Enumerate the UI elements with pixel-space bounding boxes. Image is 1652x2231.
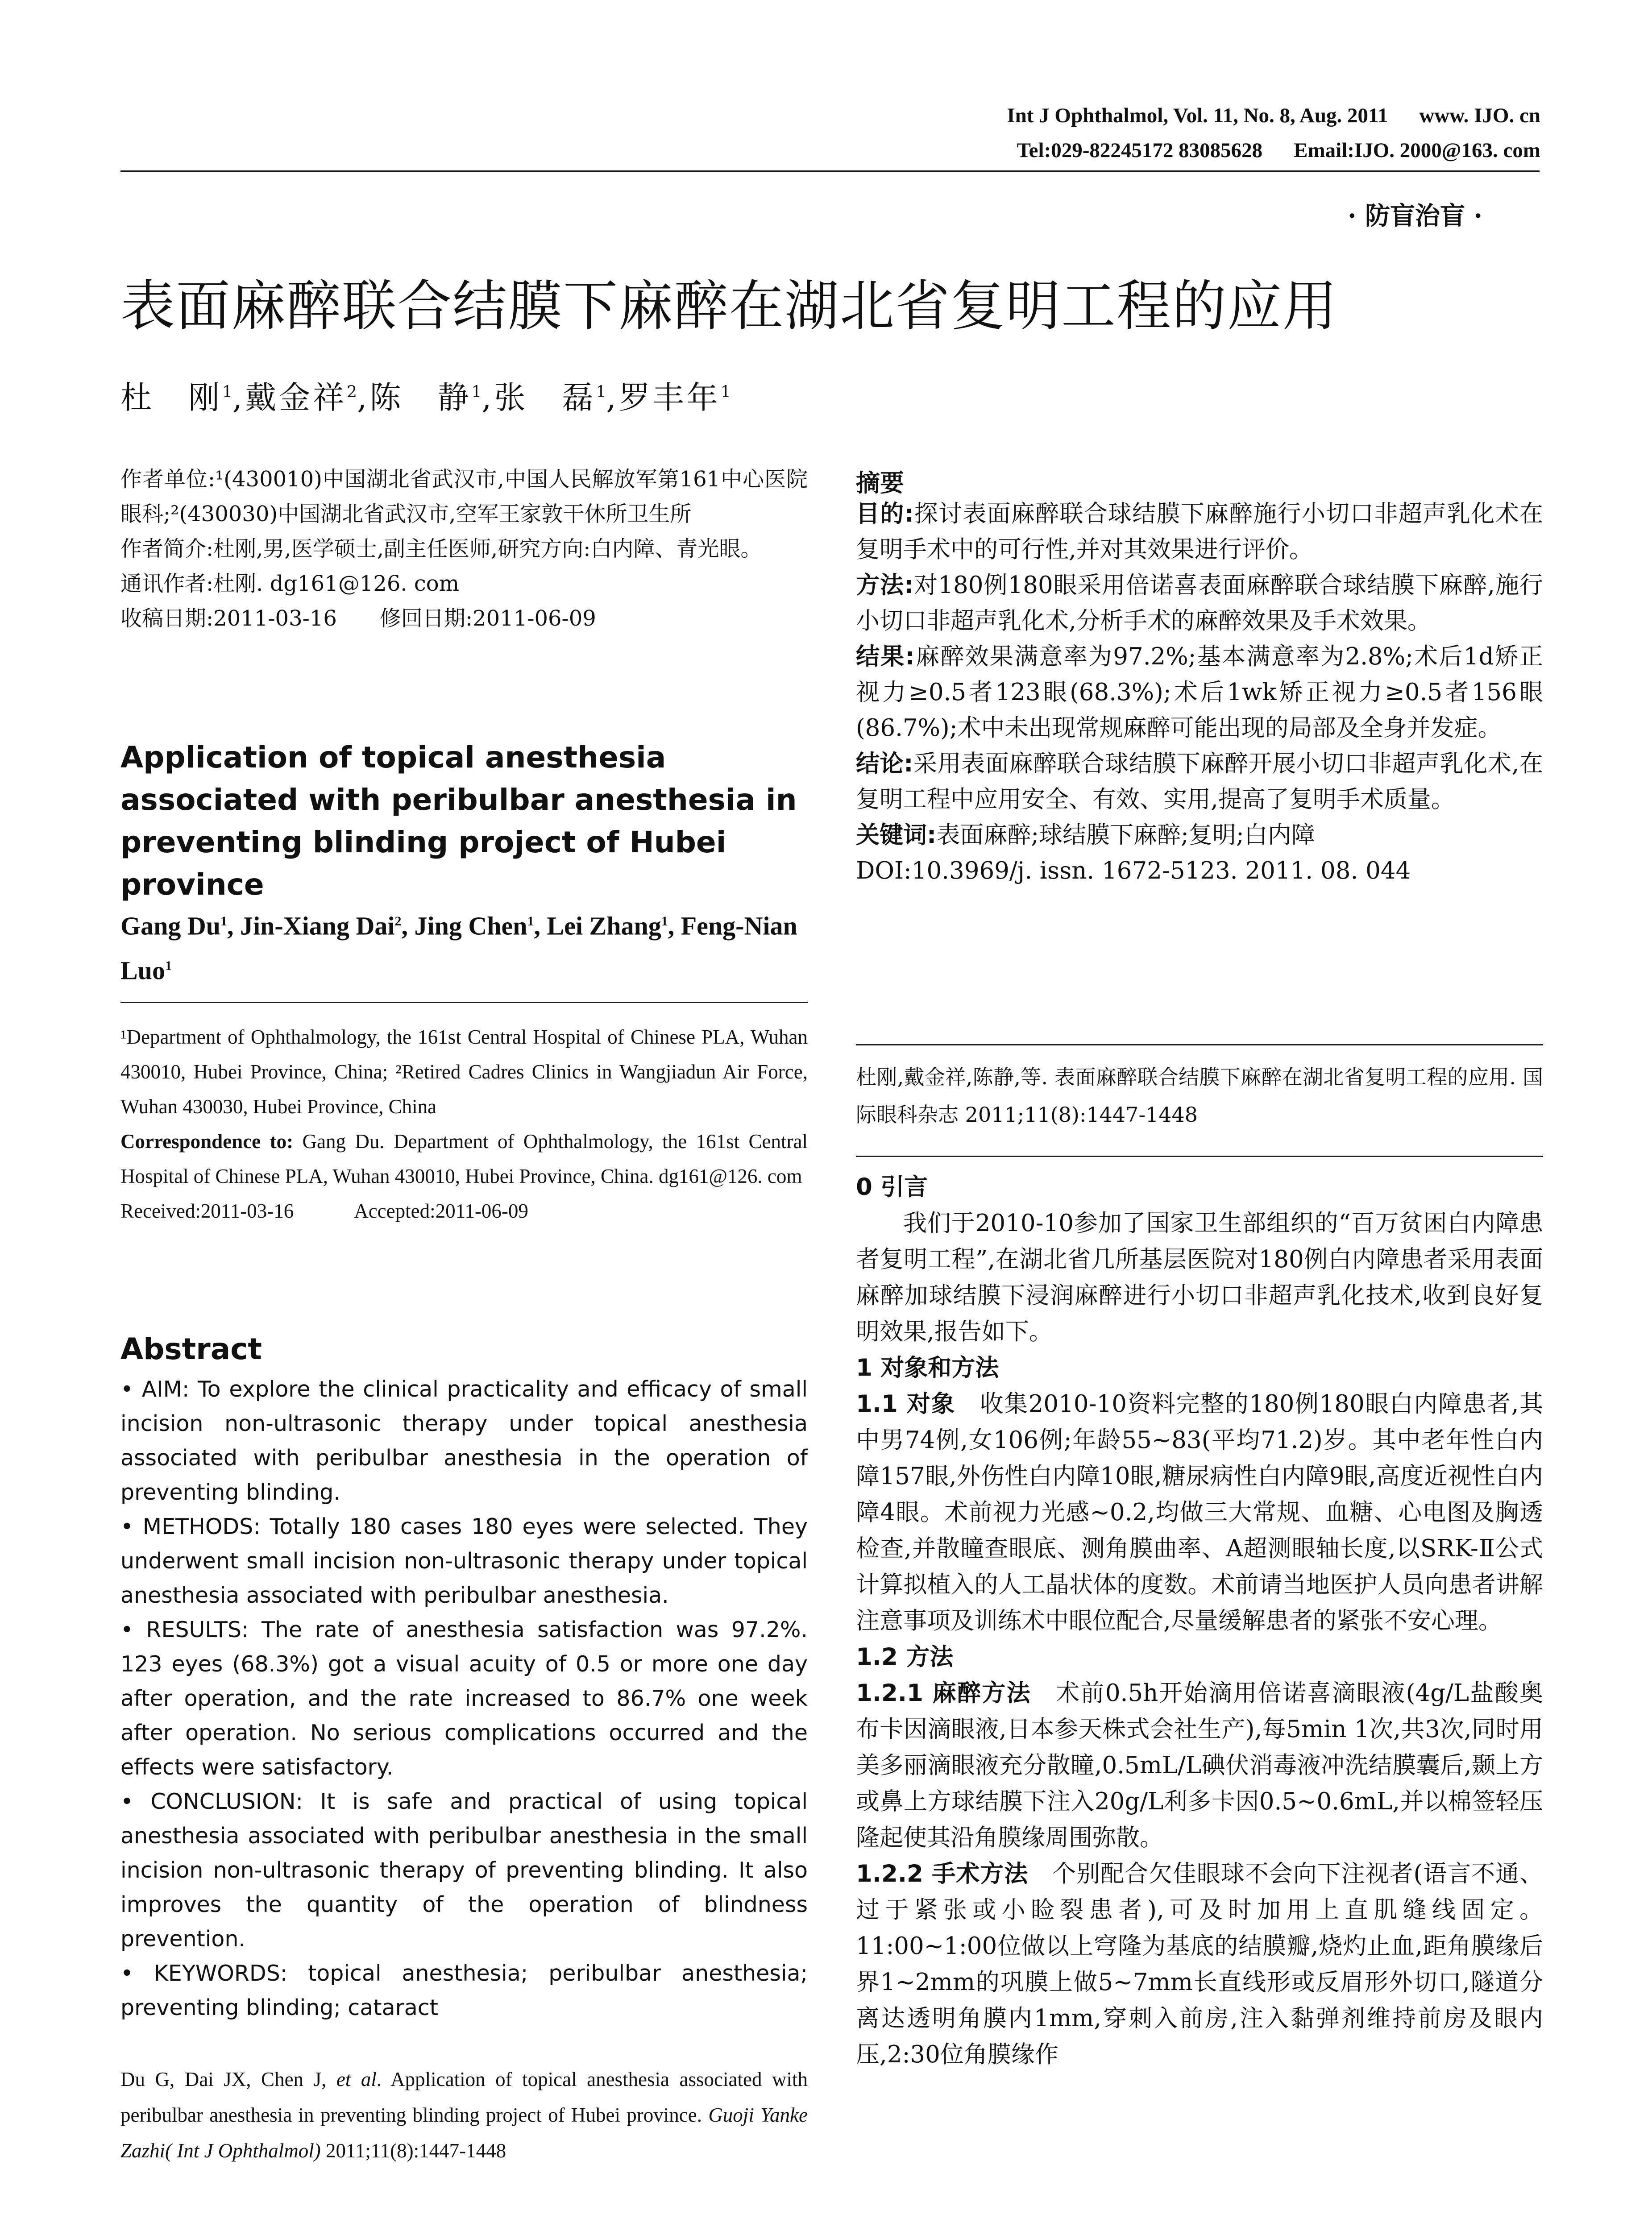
citation-volume: 2011;11(8):1447-1448 [320, 2140, 506, 2162]
affiliation-rule [120, 1002, 808, 1003]
abstract-conclusion: • CONCLUSION: It is safe and practical of using topical anesthesia associated with peribulbar anesthesia in the small incision non-ultrasonic therapy of preventing blinding. It also improves the quantity of the operation of blindness prevention. [120, 1789, 808, 1952]
author-en: Lei Zhang [547, 911, 661, 941]
citation-journal: Guoji Yanke Zazhi( Int J Ophthalmol) [120, 2104, 808, 2162]
section-1-1-text: 收集2010-10资料完整的180例180眼白内障患者,其中男74例,女106例;年龄55~83(平均71.2)岁。其中老年性白内障157眼,外伤性白内障10眼,糖尿病性白内障9眼,高度近视性白内障4眼。术前视力光感~0.2,均做三大常规、血糖、心电图及胸透检查,并散瞳查眼底、测角膜曲率、A超测眼轴长度,以SRK-Ⅱ公式计算拟植入的人工晶状体的度数。术前请当地医护人员向患者讲解注意事项及训练术中眼位配合,尽量缓解患者的紧张不安心理。 [856, 1390, 1543, 1634]
citation-etal: et al [336, 2068, 377, 2090]
journal-header-line2 [1017, 138, 1540, 162]
section-1-2-2-label: 1.2.2 手术方法 [856, 1860, 1029, 1887]
header-rule [120, 170, 1540, 172]
journal-tel: Tel:029-82245172 83085628 [1017, 139, 1263, 162]
abstract-heading-cn: 摘要 [856, 469, 904, 497]
author-cn-sup: 1 [471, 383, 482, 402]
author-en-sup: 1 [220, 914, 228, 929]
section-0-heading: 0 引言 [856, 1174, 928, 1201]
author-en-sup: 1 [661, 914, 668, 929]
section-1-heading: 1 对象和方法 [856, 1354, 999, 1381]
journal-website: www. IJO. cn [1419, 104, 1540, 127]
author-en-sup: 1 [527, 914, 534, 929]
abstract-cn [856, 496, 1543, 889]
author-en-sup: 2 [394, 914, 402, 929]
abstract-keywords: • KEYWORDS: topical anesthesia; peribulbar anesthesia; preventing blinding; cataract [120, 1961, 808, 2020]
author-cn: 罗丰年 [618, 379, 721, 416]
author-cn-sup: 1 [222, 383, 232, 402]
author-cn: 张 磊 [494, 379, 596, 416]
author-en: Feng-Nian Luo [120, 911, 797, 985]
correspondence-label: Correspondence to: [120, 1130, 294, 1153]
authors-cn: 杜 刚$^1$,戴金祥$^2$,陈 静$^1$,张 磊$^1$,罗丰年$^1$ [120, 379, 731, 416]
author-notes [120, 462, 808, 636]
citation-authors: Du G, Dai JX, Chen J, [120, 2068, 336, 2090]
authors-en: Gang Du$^1$, Jin-Xiang Dai$^2$, Jing Chen$^1$, Lei Zhang$^1$, Feng-Nian Luo$^1$ [120, 911, 797, 985]
keywords-label-cn: 关键词: [856, 821, 937, 849]
correspondence-en: Gang Du. Department of Ophthalmology, the 161st Central Hospital of Chinese PLA, Wuhan 430010, Hubei Province, China. dg161@126. com [120, 1130, 808, 1187]
section-1-2-1-text: 术前0.5h开始滴用倍诺喜滴眼液(4g/L盐酸奥布卡因滴眼液,日本参天株式会社生产),每5min 1次,共3次,同时用美多丽滴眼液充分散瞳,0.5mL/L碘伏消毒液冲洗结膜囊后,颞上方或鼻上方球结膜下注入20g/L利多卡因0.5~0.6mL,并以棉签轻压隆起使其沿角膜缘周围弥散。 [856, 1679, 1543, 1851]
author-en: Jin-Xiang Dai [240, 911, 395, 941]
author-bio-cn: 作者简介:杜刚,男,医学硕士,副主任医师,研究方向:白内障、青光眼。 [120, 536, 762, 561]
journal-email: Email:IJO. 2000@163. com [1294, 139, 1540, 162]
conclusion-label-cn: 结论: [856, 750, 913, 777]
correspondence-cn: 通讯作者:杜刚. dg161@126. com [120, 571, 460, 596]
dates-en: Received:2011-03-16 Accepted:2011-06-09 [120, 1200, 528, 1222]
citation-rule [856, 1044, 1543, 1045]
results-text-cn: 麻醉效果满意率为97.2%;基本满意率为2.8%;术后1d矫正视力≥0.5者123眼(68.3%);术后1wk矫正视力≥0.5者156眼(86.7%);术中未出现常规麻醉可能出现的局部及全身并发症。 [856, 643, 1543, 742]
section-1-2-1-label: 1.2.1 麻醉方法 [856, 1679, 1031, 1707]
aim-label-cn: 目的: [856, 500, 914, 527]
section-1-2-2-text: 个别配合欠佳眼球不会向下注视者(语言不通、过于紧张或小睑裂患者),可及时加用上直肌缝线固定。11:00~1:00位做以上穹隆为基底的结膜瓣,烧灼止血,距角膜缘后界1~2mm的巩膜上做5~7mm长直线形或反眉形外切口,隧道分离达透明角膜内1mm,穿刺入前房,注入黏弹剂维持前房及眼内压,2:30位角膜缘作 [856, 1860, 1543, 2068]
section-1-2-heading: 1.2 方法 [856, 1643, 954, 1671]
author-cn-sup: 1 [720, 383, 731, 402]
author-cn: 杜 刚 [120, 379, 222, 416]
body-cn [856, 1169, 1543, 2073]
conclusion-text-cn: 采用表面麻醉联合球结膜下麻醉开展小切口非超声乳化术,在复明工程中应用安全、有效、实用,提高了复明手术质量。 [856, 750, 1543, 813]
author-cn: 戴金祥 [245, 379, 347, 416]
abstract-en [120, 1372, 808, 2025]
author-en-sup: 1 [165, 958, 172, 974]
citation-cn: 杜刚,戴金祥,陈静,等. 表面麻醉联合结膜下麻醉在湖北省复明工程的应用. 国际眼科杂志 2011;11(8):1447-1448 [856, 1065, 1543, 1127]
author-affiliation-cn: 作者单位:¹(430010)中国湖北省武汉市,中国人民解放军第161中心医院眼科;²(430030)中国湖北省武汉市,空军王家敦干休所卫生所 [120, 467, 808, 527]
abstract-heading-en: Abstract [120, 1332, 262, 1366]
doi: DOI:10.3969/j. issn. 1672-5123. 2011. 08. 044 [856, 857, 1411, 884]
abstract-methods: • METHODS: Totally 180 cases 180 eyes were selected. They underwent small incision non-ultrasonic therapy under topical anesthesia associated with peribulbar anesthesia. [120, 1514, 808, 1608]
journal-header-line1 [1007, 104, 1540, 128]
aim-text-cn: 探讨表面麻醉联合球结膜下麻醉施行小切口非超声乳化术在复明手术中的可行性,并对其效果进行评价。 [856, 500, 1543, 563]
citation-title: . Application of topical anesthesia associated with peribulbar anesthesia in preventing blinding project of Hubei province. [120, 2068, 808, 2126]
abstract-aim: • AIM: To explore the clinical practicality and efficacy of small incision non-ultrasonic therapy under topical anesthesia associated with peribulbar anesthesia in the operation of preventing blinding. [120, 1377, 808, 1505]
dates-cn: 收稿日期:2011-03-16 修回日期:2011-06-09 [120, 606, 596, 631]
author-en: Jing Chen [414, 911, 527, 941]
keywords-text-cn: 表面麻醉;球结膜下麻醉;复明;白内障 [936, 821, 1315, 849]
author-cn: 陈 静 [369, 379, 472, 416]
abstract-results: • RESULTS: The rate of anesthesia satisfaction was 97.2%. 123 eyes (68.3%) got a visual acuity of 0.5 or more one day after operation, and the rate increased to 86.7% one week after operation. No serious complications occurred and the effects were satisfactory. [120, 1617, 808, 1780]
journal-citation: Int J Ophthalmol, Vol. 11, No. 8, Aug. 2011 [1007, 104, 1388, 127]
column-tag: · 防盲治盲 · [1348, 201, 1482, 231]
author-cn-sup: 1 [596, 383, 606, 402]
author-cn-sup: 2 [347, 383, 357, 402]
section-1-1-label: 1.1 对象 [856, 1390, 956, 1418]
section-0-text: 我们于2010-10参加了国家卫生部组织的“百万贫困白内障患者复明工程”,在湖北省几所基层医院对180例白内障患者采用表面麻醉加球结膜下浸润麻醉进行小切口非超声乳化技术,收到良好复明效果,报告如下。 [856, 1210, 1543, 1345]
methods-text-cn: 对180例180眼采用倍诺喜表面麻醉联合球结膜下麻醉,施行小切口非超声乳化术,分析手术的麻醉效果及手术效果。 [856, 572, 1543, 634]
affiliation-en [120, 1020, 808, 1228]
article-title-en: Application of topical anesthesia associated with peribulbar anesthesia in preventing blinding project of Hubei province [120, 740, 797, 902]
author-en: Gang Du [120, 911, 221, 941]
article-title-cn: 表面麻醉联合结膜下麻醉在湖北省复明工程的应用 [120, 274, 1338, 338]
methods-label-cn: 方法: [856, 572, 914, 599]
body-rule [856, 1156, 1543, 1157]
citation-en [120, 2061, 808, 2169]
results-label-cn: 结果: [856, 643, 915, 670]
departments-en: ¹Department of Ophthalmology, the 161st Central Hospital of Chinese PLA, Wuhan 430010, Hubei Province, China; ²Retired Cadres Clinics in Wangjiadun Air Force, Wuhan 430030, Hubei Province, China [120, 1026, 808, 1118]
